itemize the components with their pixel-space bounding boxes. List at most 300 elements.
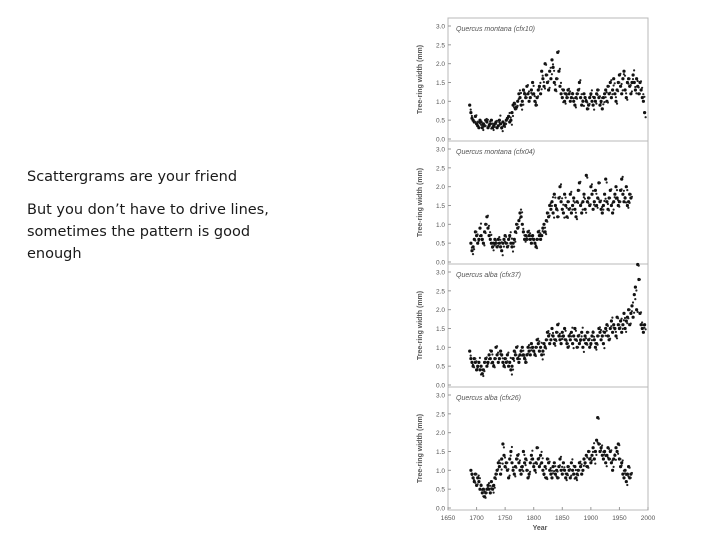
data-point xyxy=(582,193,585,196)
data-point xyxy=(507,365,510,368)
data-point xyxy=(585,212,587,214)
data-point xyxy=(641,321,643,323)
data-point xyxy=(476,476,479,479)
data-point xyxy=(539,454,542,457)
y-tick-label: 1.5 xyxy=(435,80,445,87)
data-point xyxy=(627,83,629,85)
data-point xyxy=(549,208,552,211)
data-point xyxy=(583,465,585,467)
data-point xyxy=(563,217,565,219)
data-point xyxy=(477,361,480,364)
data-point xyxy=(594,463,596,465)
data-point xyxy=(497,352,499,354)
data-point xyxy=(619,73,621,75)
data-point xyxy=(485,361,487,363)
data-point xyxy=(531,346,534,349)
data-point xyxy=(560,456,562,458)
data-point xyxy=(558,216,560,218)
data-point xyxy=(598,335,600,337)
data-point xyxy=(525,464,527,466)
data-point xyxy=(597,344,599,346)
data-point xyxy=(575,469,577,471)
data-point xyxy=(553,193,556,196)
y-tick-label: 1.0 xyxy=(435,98,445,106)
data-point xyxy=(494,366,496,368)
data-point xyxy=(539,92,542,95)
data-point xyxy=(489,231,491,233)
data-point xyxy=(613,327,616,330)
data-point xyxy=(532,465,535,468)
data-point xyxy=(561,473,564,476)
data-point xyxy=(522,450,525,453)
data-point xyxy=(600,338,603,341)
data-point xyxy=(590,193,593,196)
data-point xyxy=(560,82,562,84)
data-point xyxy=(581,93,583,95)
data-point xyxy=(550,327,553,330)
data-point xyxy=(574,215,577,218)
data-point xyxy=(477,126,480,129)
data-point xyxy=(470,473,473,476)
data-point xyxy=(520,104,523,107)
y-tick-label: 0.0 xyxy=(435,259,445,267)
data-point xyxy=(528,90,530,92)
data-point xyxy=(581,469,584,472)
data-point xyxy=(561,331,564,334)
data-point xyxy=(494,126,496,128)
data-point xyxy=(478,475,480,477)
data-point xyxy=(635,289,637,291)
data-point xyxy=(535,355,537,357)
data-point xyxy=(549,215,551,217)
data-point xyxy=(470,361,473,364)
data-point xyxy=(626,484,628,486)
data-point xyxy=(610,319,613,322)
data-point xyxy=(614,334,617,337)
data-point xyxy=(592,190,594,192)
data-point xyxy=(561,466,563,468)
data-point xyxy=(579,465,582,468)
data-point xyxy=(480,484,483,487)
y-tick-label: 1.0 xyxy=(435,344,445,352)
data-point xyxy=(489,485,491,487)
data-point xyxy=(488,482,490,484)
data-point xyxy=(577,202,579,204)
data-point xyxy=(622,459,624,461)
data-point xyxy=(604,461,607,464)
data-point xyxy=(632,78,634,80)
data-point xyxy=(613,193,616,196)
data-point xyxy=(622,176,624,178)
data-point xyxy=(622,476,625,479)
data-point xyxy=(631,310,633,312)
data-point xyxy=(531,234,534,237)
data-point xyxy=(639,278,641,280)
data-point xyxy=(566,94,568,96)
data-point xyxy=(610,461,613,464)
tree-ring-figure xyxy=(410,10,670,540)
data-point xyxy=(606,465,608,467)
data-point xyxy=(614,446,617,449)
data-point xyxy=(514,351,516,353)
data-point xyxy=(535,472,537,474)
data-point xyxy=(621,77,624,80)
x-tick-label: 1950 xyxy=(612,515,627,522)
data-point xyxy=(523,454,525,456)
data-point xyxy=(625,201,627,203)
data-point xyxy=(561,208,564,211)
data-point xyxy=(620,461,623,464)
data-point xyxy=(606,330,608,332)
data-point xyxy=(601,107,604,110)
data-point xyxy=(574,201,576,203)
data-point xyxy=(525,359,527,361)
data-point xyxy=(643,323,646,326)
data-point xyxy=(597,94,599,96)
data-point xyxy=(496,353,499,356)
data-point xyxy=(489,238,492,241)
data-point xyxy=(496,473,498,475)
data-point xyxy=(475,360,477,362)
data-point xyxy=(579,338,582,341)
data-point xyxy=(567,97,569,99)
data-point xyxy=(602,204,605,207)
data-point xyxy=(528,230,530,232)
data-point xyxy=(529,461,532,464)
data-point xyxy=(560,469,563,472)
data-point xyxy=(525,241,527,243)
data-point xyxy=(502,463,504,465)
data-point xyxy=(528,476,530,478)
data-point xyxy=(562,88,565,91)
data-point xyxy=(541,77,544,80)
data-point xyxy=(594,450,597,453)
data-point xyxy=(607,203,609,205)
data-point xyxy=(539,82,541,84)
data-point xyxy=(557,78,559,80)
data-point xyxy=(549,87,551,89)
data-point xyxy=(590,203,592,205)
data-point xyxy=(584,198,586,200)
data-point xyxy=(569,468,571,470)
data-point xyxy=(548,342,551,345)
data-point xyxy=(600,329,602,331)
data-point xyxy=(544,227,546,229)
data-point xyxy=(611,211,614,214)
data-point xyxy=(582,457,585,460)
data-point xyxy=(554,473,557,476)
data-point xyxy=(534,95,536,97)
data-point xyxy=(579,181,581,183)
data-point xyxy=(580,211,583,214)
data-point xyxy=(573,465,576,468)
data-point xyxy=(643,111,646,114)
data-point xyxy=(513,473,516,476)
data-point xyxy=(489,491,492,494)
data-point xyxy=(490,119,493,122)
panel-label: Quercus alba (cfx26) xyxy=(456,395,521,402)
data-point xyxy=(612,77,615,80)
data-point xyxy=(622,312,625,315)
data-point xyxy=(613,466,615,468)
data-point xyxy=(483,370,485,372)
data-point xyxy=(608,209,610,211)
data-point xyxy=(558,323,560,325)
data-point xyxy=(593,96,596,99)
data-point xyxy=(496,345,498,347)
data-point xyxy=(616,450,619,453)
x-tick-label: 1650 xyxy=(440,515,456,522)
data-point xyxy=(586,344,588,346)
x-axis-label: Year xyxy=(532,525,548,532)
data-point xyxy=(565,197,567,199)
y-tick-label: 0.5 xyxy=(435,117,445,125)
data-point xyxy=(485,497,487,499)
data-point xyxy=(554,84,556,86)
data-point xyxy=(552,211,555,214)
data-point xyxy=(529,96,532,99)
data-point xyxy=(613,92,616,95)
data-point xyxy=(545,468,547,470)
data-point xyxy=(595,454,597,456)
data-point xyxy=(624,75,626,77)
data-point xyxy=(510,111,513,114)
data-point xyxy=(621,188,623,190)
data-point xyxy=(611,88,614,91)
data-point xyxy=(533,85,535,87)
data-point xyxy=(611,331,614,334)
data-point xyxy=(630,477,632,479)
data-point xyxy=(619,201,621,203)
data-point xyxy=(618,81,620,83)
data-point xyxy=(499,239,501,241)
data-point xyxy=(598,331,601,334)
data-point xyxy=(582,92,585,95)
data-point xyxy=(559,333,561,335)
data-point xyxy=(483,244,485,246)
data-point xyxy=(532,350,535,353)
data-point xyxy=(485,365,488,368)
data-point xyxy=(632,301,634,303)
data-point xyxy=(616,189,618,191)
data-point xyxy=(538,350,541,353)
data-point xyxy=(634,88,637,91)
data-point xyxy=(504,456,506,458)
data-point xyxy=(591,89,593,91)
data-point xyxy=(619,326,621,328)
data-point xyxy=(560,92,563,95)
data-point xyxy=(500,457,503,460)
data-point xyxy=(632,316,635,319)
data-point xyxy=(511,124,513,126)
y-tick-label: 2.5 xyxy=(435,288,445,296)
data-point xyxy=(552,66,555,69)
data-point xyxy=(501,469,503,471)
data-point xyxy=(571,204,574,207)
data-point xyxy=(554,197,556,199)
data-point xyxy=(529,471,531,473)
data-point xyxy=(629,78,631,80)
data-point xyxy=(510,461,513,464)
data-point xyxy=(635,92,637,94)
data-point xyxy=(583,351,585,353)
data-point xyxy=(542,75,544,77)
data-point xyxy=(540,353,543,356)
data-point xyxy=(592,104,595,107)
data-point xyxy=(536,247,538,249)
data-point xyxy=(547,330,549,332)
data-point xyxy=(609,197,611,199)
data-point xyxy=(543,353,545,355)
data-point xyxy=(517,361,520,364)
data-point xyxy=(626,473,629,476)
data-point xyxy=(563,327,566,330)
data-point xyxy=(587,202,589,204)
data-point xyxy=(613,209,615,211)
data-point xyxy=(470,109,472,111)
data-point xyxy=(536,346,538,348)
data-point xyxy=(547,458,549,460)
data-point xyxy=(593,457,596,460)
data-point xyxy=(576,98,578,100)
data-point xyxy=(584,334,587,337)
data-point xyxy=(559,464,561,466)
y-tick-label: 0.0 xyxy=(435,382,445,390)
data-point xyxy=(572,196,575,199)
data-point xyxy=(512,357,515,360)
data-point xyxy=(506,360,508,362)
x-tick-label: 1900 xyxy=(583,515,599,522)
data-point xyxy=(527,84,529,86)
data-point xyxy=(622,70,625,73)
data-point xyxy=(610,96,613,99)
data-point xyxy=(549,77,552,80)
data-point xyxy=(552,332,554,334)
data-point xyxy=(568,88,570,90)
data-point xyxy=(615,96,617,98)
data-point xyxy=(622,328,624,330)
data-point xyxy=(474,358,476,360)
data-point xyxy=(626,322,628,324)
data-point xyxy=(547,212,549,214)
data-point xyxy=(517,105,519,107)
data-point xyxy=(514,103,516,105)
data-point xyxy=(490,350,493,353)
data-point xyxy=(589,450,591,452)
data-point xyxy=(579,204,582,207)
data-point xyxy=(634,86,636,88)
data-point xyxy=(616,103,618,105)
data-point xyxy=(623,319,625,321)
data-point xyxy=(541,469,544,472)
data-point xyxy=(498,465,501,468)
data-point xyxy=(606,181,608,183)
data-point xyxy=(468,350,471,353)
data-point xyxy=(617,90,619,92)
data-point xyxy=(529,353,532,356)
data-point xyxy=(540,461,543,464)
data-point xyxy=(498,119,501,122)
data-point xyxy=(528,473,531,476)
data-point xyxy=(618,444,620,446)
data-point xyxy=(498,242,501,245)
data-point xyxy=(547,80,549,82)
data-point xyxy=(634,286,637,289)
data-point xyxy=(589,185,592,188)
data-point xyxy=(501,442,504,445)
data-point xyxy=(603,200,605,202)
y-tick-label: 0.0 xyxy=(435,505,445,513)
data-point xyxy=(610,325,612,327)
data-point xyxy=(586,456,588,458)
data-point xyxy=(502,357,504,359)
data-point xyxy=(589,92,592,95)
data-point xyxy=(598,198,600,200)
data-point xyxy=(515,354,517,356)
data-point xyxy=(593,200,596,203)
data-point xyxy=(511,238,513,240)
data-point xyxy=(573,97,575,99)
data-point xyxy=(544,87,546,89)
data-point xyxy=(621,464,623,466)
data-point xyxy=(488,353,491,356)
x-tick-label: 2000 xyxy=(640,515,656,522)
data-point xyxy=(553,461,556,464)
data-point xyxy=(601,444,603,446)
data-point xyxy=(541,342,543,344)
data-point xyxy=(538,465,541,468)
data-point xyxy=(634,298,636,300)
data-point xyxy=(538,230,540,232)
data-point xyxy=(566,340,568,342)
data-point xyxy=(509,475,511,477)
data-point xyxy=(522,350,524,352)
data-point xyxy=(575,106,577,108)
data-point xyxy=(520,92,522,94)
data-point xyxy=(512,469,515,472)
data-point xyxy=(591,459,593,461)
data-point xyxy=(590,454,593,457)
data-point xyxy=(518,453,520,455)
data-point xyxy=(497,361,500,364)
data-point xyxy=(619,458,621,460)
data-point xyxy=(494,487,496,489)
data-point xyxy=(476,365,479,368)
data-point xyxy=(587,108,589,110)
data-point xyxy=(538,340,540,342)
data-point xyxy=(592,451,594,453)
data-point xyxy=(473,248,475,250)
data-point xyxy=(586,177,588,179)
data-point xyxy=(568,345,570,347)
data-point xyxy=(583,105,585,107)
data-point xyxy=(625,480,628,483)
data-point xyxy=(642,93,644,95)
data-point xyxy=(505,236,507,238)
data-point xyxy=(558,50,560,52)
y-tick-label: 0.5 xyxy=(435,486,445,494)
data-point xyxy=(480,223,482,225)
data-point xyxy=(553,217,555,219)
data-point xyxy=(619,319,622,322)
data-point xyxy=(589,338,591,340)
data-point xyxy=(605,198,607,200)
data-point xyxy=(553,81,556,84)
data-point xyxy=(602,103,604,105)
data-point xyxy=(570,335,572,337)
data-point xyxy=(631,472,633,474)
data-point xyxy=(629,309,631,311)
